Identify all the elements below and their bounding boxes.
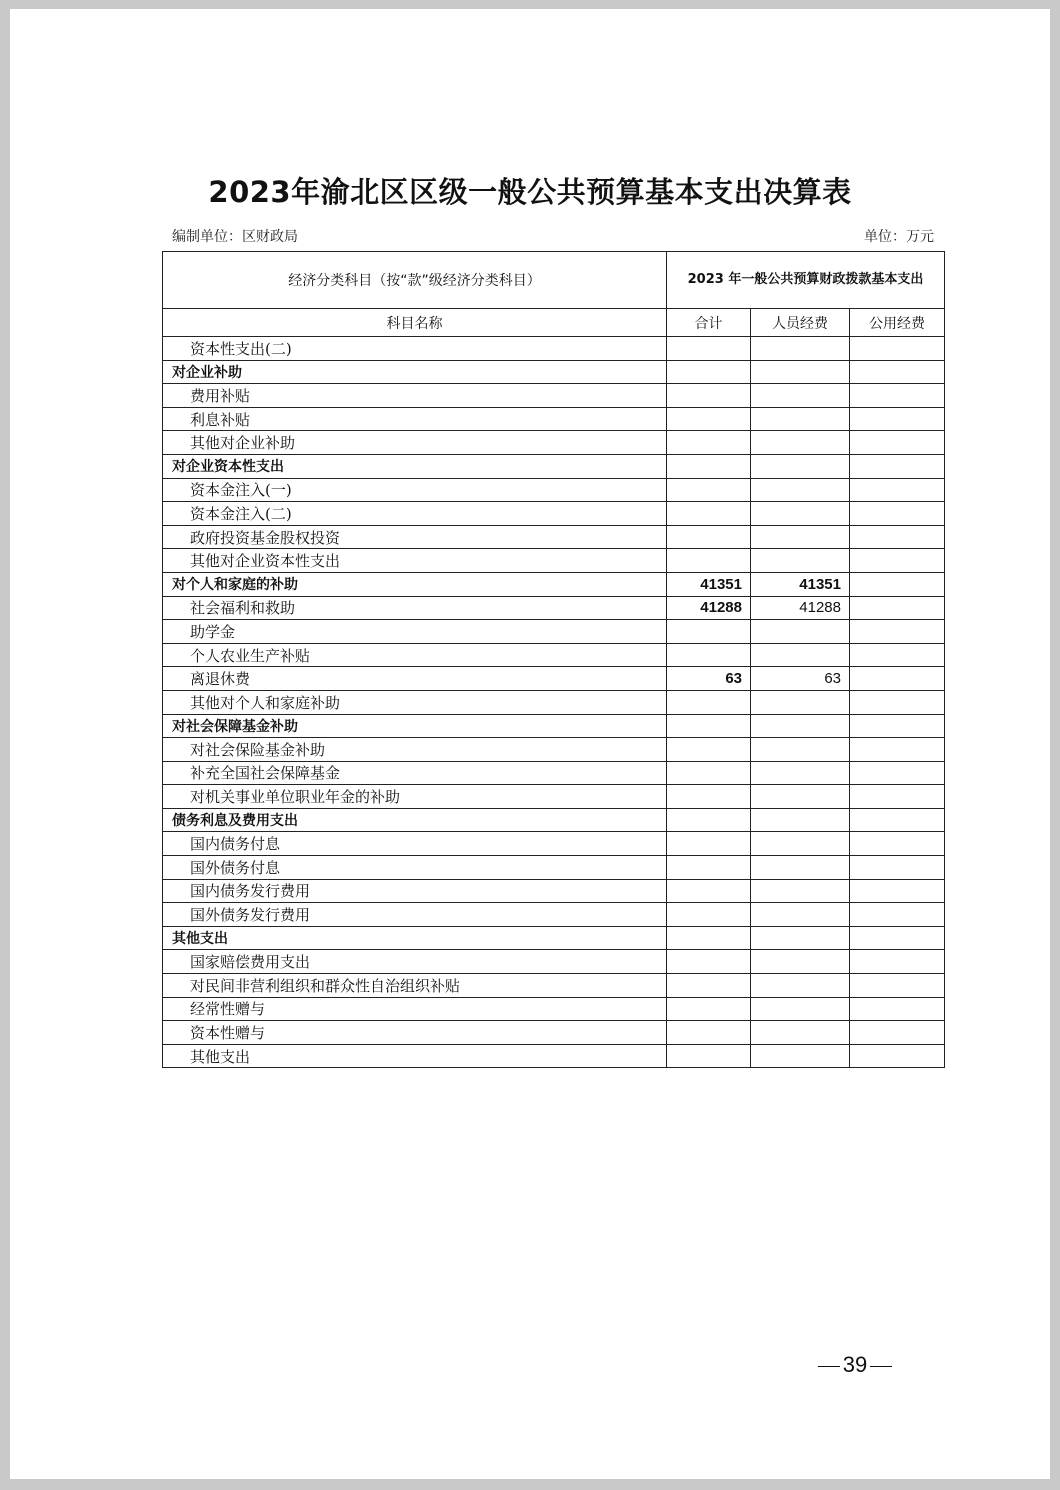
table-row <box>163 431 945 455</box>
row-name: 对社会保险基金补助 <box>163 738 667 762</box>
dash-left <box>818 1366 840 1367</box>
row-name: 国外债务发行费用 <box>163 903 667 927</box>
table-row <box>163 974 945 998</box>
row-total <box>667 832 751 856</box>
header-row-group <box>163 252 945 309</box>
row-personnel <box>751 1021 850 1045</box>
row-total <box>667 997 751 1021</box>
row-public <box>850 974 945 998</box>
row-name: 个人农业生产补贴 <box>163 643 667 667</box>
row-public <box>850 761 945 785</box>
row-name: 经常性赠与 <box>163 997 667 1021</box>
header-category: 经济分类科目（按“款”级经济分类科目） <box>163 252 667 309</box>
row-name: 资本金注入(一) <box>163 478 667 502</box>
table-row <box>163 502 945 526</box>
table-row <box>163 1044 945 1068</box>
row-name: 利息补贴 <box>163 407 667 431</box>
row-total <box>667 974 751 998</box>
row-personnel: 63 <box>751 667 850 691</box>
table-row <box>163 478 945 502</box>
header-row-columns <box>163 309 945 337</box>
row-total <box>667 454 751 478</box>
row-total <box>667 478 751 502</box>
row-total <box>667 1044 751 1068</box>
row-personnel <box>751 525 850 549</box>
compiler-label: 编制单位：区财政局 <box>172 229 298 245</box>
row-public <box>850 738 945 762</box>
row-total <box>667 337 751 361</box>
row-personnel <box>751 738 850 762</box>
row-personnel <box>751 690 850 714</box>
row-total <box>667 620 751 644</box>
row-total <box>667 549 751 573</box>
row-public <box>850 478 945 502</box>
row-personnel <box>751 856 850 880</box>
row-personnel <box>751 903 850 927</box>
category-row <box>163 714 945 738</box>
category-row <box>163 454 945 478</box>
row-total <box>667 714 751 738</box>
row-personnel <box>751 832 850 856</box>
row-name: 对社会保障基金补助 <box>163 714 667 738</box>
row-name: 资本性赠与 <box>163 1021 667 1045</box>
row-name: 国内债务付息 <box>163 832 667 856</box>
unit-label: 单位：万元 <box>864 229 934 245</box>
row-personnel <box>751 431 850 455</box>
category-row <box>163 360 945 384</box>
row-public <box>850 997 945 1021</box>
row-total <box>667 525 751 549</box>
row-public <box>850 879 945 903</box>
row-personnel <box>751 454 850 478</box>
page-title: 2023年渝北区区级一般公共预算基本支出决算表 <box>208 175 852 209</box>
row-total: 63 <box>667 667 751 691</box>
row-public <box>850 1021 945 1045</box>
row-name: 资本性支出(二) <box>163 337 667 361</box>
table-row <box>163 879 945 903</box>
table-row <box>163 667 945 691</box>
row-personnel <box>751 384 850 408</box>
row-personnel <box>751 974 850 998</box>
table-body <box>163 337 945 1068</box>
row-personnel <box>751 808 850 832</box>
header-total: 合计 <box>667 309 751 337</box>
dash-right <box>870 1366 892 1367</box>
header-group: 2023 年一般公共预算财政拨款基本支出 <box>667 252 945 309</box>
row-public <box>850 950 945 974</box>
table-row <box>163 337 945 361</box>
row-name: 其他对企业补助 <box>163 431 667 455</box>
row-personnel <box>751 478 850 502</box>
row-name: 对机关事业单位职业年金的补助 <box>163 785 667 809</box>
row-public <box>850 549 945 573</box>
category-row <box>163 808 945 832</box>
row-public <box>850 690 945 714</box>
table-row <box>163 549 945 573</box>
row-public <box>850 620 945 644</box>
row-total <box>667 738 751 762</box>
table-row <box>163 407 945 431</box>
budget-table <box>162 251 945 1068</box>
table-row <box>163 643 945 667</box>
row-personnel <box>751 950 850 974</box>
row-name: 补充全国社会保障基金 <box>163 761 667 785</box>
row-total <box>667 903 751 927</box>
row-personnel <box>751 879 850 903</box>
row-public <box>850 856 945 880</box>
table-row <box>163 1021 945 1045</box>
category-row <box>163 926 945 950</box>
row-name: 政府投资基金股权投资 <box>163 525 667 549</box>
row-personnel <box>751 785 850 809</box>
row-total: 41288 <box>667 596 751 620</box>
row-name: 其他对企业资本性支出 <box>163 549 667 573</box>
row-personnel <box>751 549 850 573</box>
header-public: 公用经费 <box>850 309 945 337</box>
row-public <box>850 1044 945 1068</box>
category-row <box>163 572 945 596</box>
row-name: 离退休费 <box>163 667 667 691</box>
row-public <box>850 667 945 691</box>
table-row <box>163 856 945 880</box>
row-name: 对个人和家庭的补助 <box>163 572 667 596</box>
row-public <box>850 431 945 455</box>
page-number-value: 39 <box>842 1352 868 1377</box>
row-name: 对企业补助 <box>163 360 667 384</box>
row-name: 对企业资本性支出 <box>163 454 667 478</box>
row-personnel <box>751 1044 850 1068</box>
table-row <box>163 903 945 927</box>
row-personnel <box>751 761 850 785</box>
row-total <box>667 856 751 880</box>
row-public <box>850 502 945 526</box>
row-name: 国内债务发行费用 <box>163 879 667 903</box>
row-total <box>667 761 751 785</box>
row-name: 其他支出 <box>163 1044 667 1068</box>
row-public <box>850 714 945 738</box>
table-row <box>163 738 945 762</box>
table-row <box>163 950 945 974</box>
row-public <box>850 525 945 549</box>
row-total <box>667 407 751 431</box>
row-personnel <box>751 337 850 361</box>
row-public <box>850 643 945 667</box>
row-personnel <box>751 502 850 526</box>
row-name: 债务利息及费用支出 <box>163 808 667 832</box>
row-name: 助学金 <box>163 620 667 644</box>
row-public <box>850 596 945 620</box>
row-public <box>850 808 945 832</box>
row-total <box>667 384 751 408</box>
row-public <box>850 407 945 431</box>
row-personnel <box>751 997 850 1021</box>
row-total <box>667 808 751 832</box>
row-name: 社会福利和救助 <box>163 596 667 620</box>
row-name: 其他支出 <box>163 926 667 950</box>
page-number <box>810 1352 900 1378</box>
row-total <box>667 690 751 714</box>
table-row <box>163 384 945 408</box>
row-public <box>850 926 945 950</box>
row-total <box>667 950 751 974</box>
header-name: 科目名称 <box>163 309 667 337</box>
row-total <box>667 926 751 950</box>
row-public <box>850 384 945 408</box>
table-row <box>163 997 945 1021</box>
row-personnel <box>751 407 850 431</box>
row-personnel: 41288 <box>751 596 850 620</box>
row-name: 国外债务付息 <box>163 856 667 880</box>
row-public <box>850 572 945 596</box>
table-row <box>163 690 945 714</box>
table-row <box>163 785 945 809</box>
row-personnel <box>751 620 850 644</box>
row-personnel <box>751 643 850 667</box>
row-name: 其他对个人和家庭补助 <box>163 690 667 714</box>
row-total <box>667 502 751 526</box>
row-total <box>667 1021 751 1045</box>
table-row <box>163 596 945 620</box>
row-personnel <box>751 360 850 384</box>
row-public <box>850 832 945 856</box>
row-name: 资本金注入(二) <box>163 502 667 526</box>
row-name: 费用补贴 <box>163 384 667 408</box>
row-personnel: 41351 <box>751 572 850 596</box>
header-personnel: 人员经费 <box>751 309 850 337</box>
row-total <box>667 785 751 809</box>
row-personnel <box>751 714 850 738</box>
row-public <box>850 785 945 809</box>
row-total <box>667 879 751 903</box>
row-total <box>667 360 751 384</box>
row-personnel <box>751 926 850 950</box>
row-public <box>850 454 945 478</box>
row-name: 对民间非营利组织和群众性自治组织补贴 <box>163 974 667 998</box>
row-total <box>667 431 751 455</box>
row-public <box>850 903 945 927</box>
table-row <box>163 761 945 785</box>
table-row <box>163 832 945 856</box>
table-row <box>163 525 945 549</box>
table-row <box>163 620 945 644</box>
row-total: 41351 <box>667 572 751 596</box>
row-public <box>850 360 945 384</box>
row-public <box>850 337 945 361</box>
row-total <box>667 643 751 667</box>
row-name: 国家赔偿费用支出 <box>163 950 667 974</box>
